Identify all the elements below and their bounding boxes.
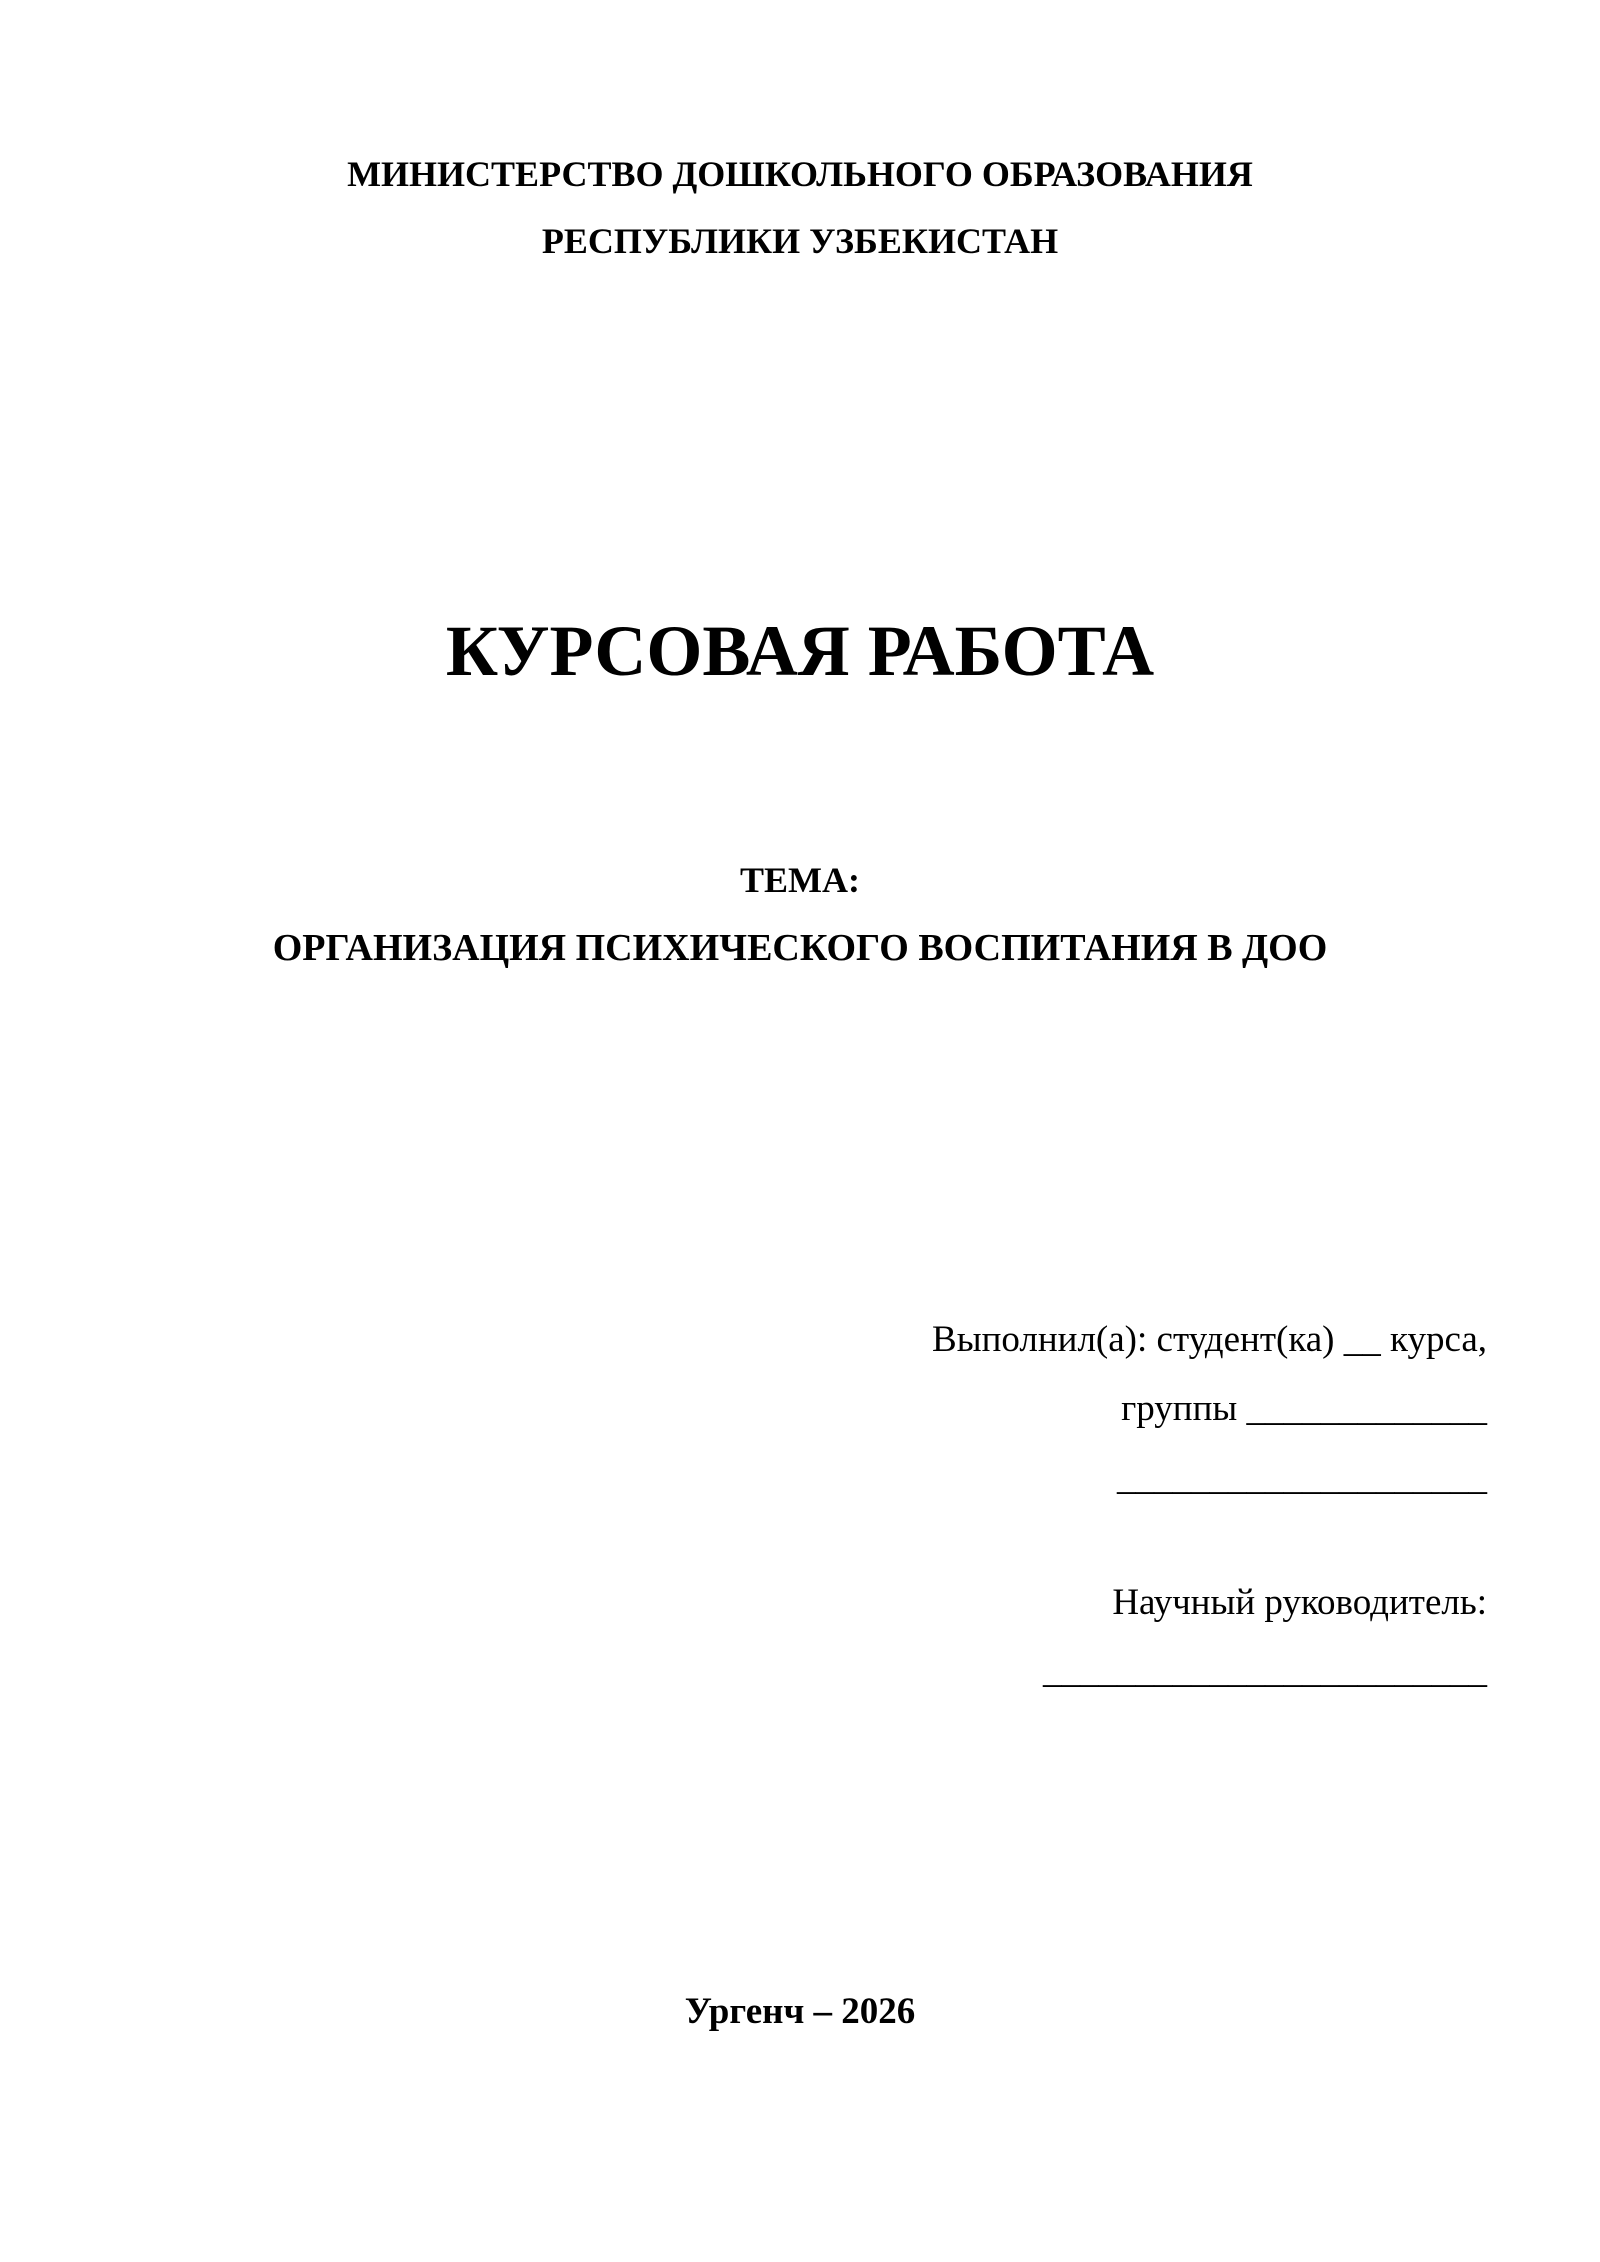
performer-line: Выполнил(а): студент(ка) __ курса, bbox=[932, 1319, 1487, 1360]
city-year: Ургенч – 2026 bbox=[684, 1991, 916, 2032]
supervisor-label: Научный руководитель: bbox=[1112, 1582, 1487, 1623]
ministry-name-line2: РЕСПУБЛИКИ УЗБЕКИСТАН bbox=[541, 221, 1059, 261]
theme-label: ТЕМА: bbox=[740, 860, 860, 900]
performer-group-line: группы _____________ bbox=[1121, 1388, 1487, 1429]
performer-name-blank: ____________________ bbox=[1117, 1457, 1487, 1498]
supervisor-name-blank: ________________________ bbox=[1043, 1650, 1487, 1691]
document-title: КУРСОВАЯ РАБОТА bbox=[445, 611, 1155, 691]
ministry-name-line1: МИНИСТЕРСТВО ДОШКОЛЬНОГО ОБРАЗОВАНИЯ bbox=[347, 154, 1253, 194]
theme-text: ОРГАНИЗАЦИЯ ПСИХИЧЕСКОГО ВОСПИТАНИЯ В ДОО bbox=[272, 927, 1328, 969]
